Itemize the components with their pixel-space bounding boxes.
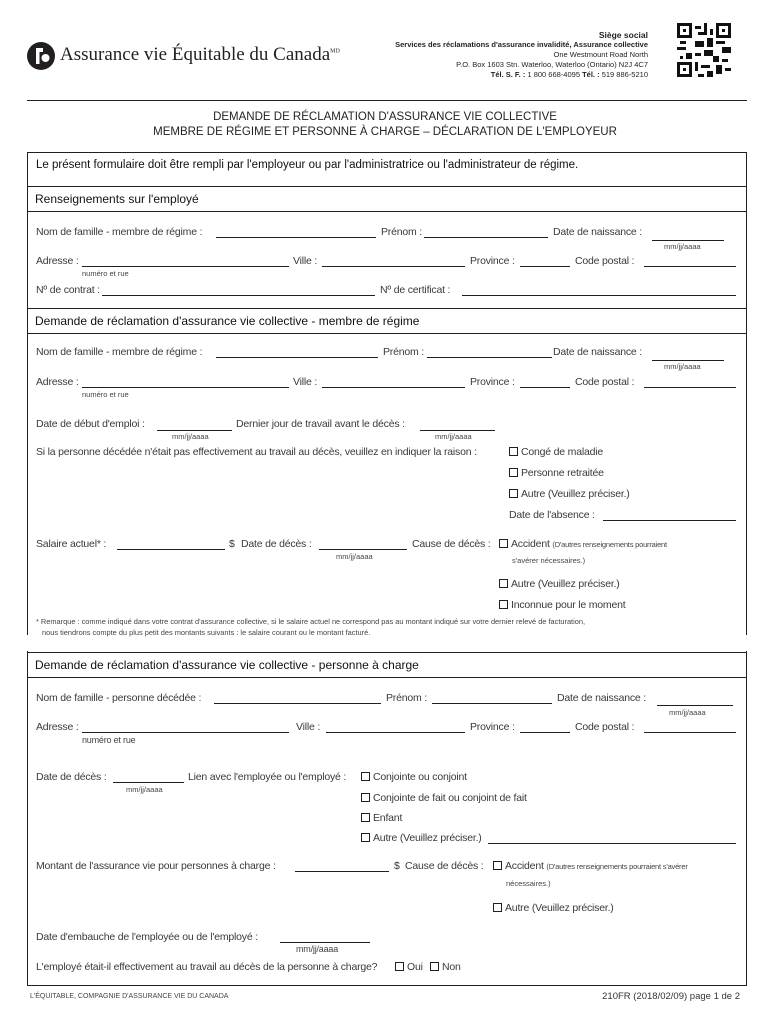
s2-province-field[interactable] [520,387,570,388]
s1-adresse-label: Adresse : [36,255,79,267]
s2-date-deces-label: Date de décès : [241,538,312,550]
s3-autre-option[interactable]: Autre (Veuillez préciser.) [361,832,482,844]
company-logo [26,41,56,71]
s3-prenom-field[interactable] [432,703,552,704]
s1-numrue-hint: numéro et rue [82,269,129,278]
s3-accident-checkbox[interactable] [493,861,502,870]
office-addr1: One Westmount Road North [553,50,648,59]
s2-absence-field[interactable] [603,520,736,521]
s3-date-deces-label: Date de décès : [36,771,107,783]
s3-embauche-field[interactable] [280,942,370,943]
s1-dob-format: mm/jj/aaaa [664,242,701,251]
s2-debut-format: mm/jj/aaaa [172,432,209,441]
s2-date-deces-field[interactable] [319,549,407,550]
company-name: Assurance vie Équitable du Canada$^{MD}$ [60,44,340,65]
s3-autre2-option[interactable]: Autre (Veuillez préciser.) [493,902,614,914]
s2-conge-checkbox[interactable] [509,447,518,456]
office-title: Siège social [598,30,648,40]
s2-remarque-line2: nous tiendrons compte du plus petit des montants suivants : le salaire courant ou le montant facturé. [42,628,371,637]
s2-province-label: Province : [470,376,515,388]
s1-ville-field[interactable] [322,266,465,267]
office-dept: Services des réclamations d'assurance invalidité, Assurance collective [395,40,648,49]
s2-inconnue-checkbox[interactable] [499,600,508,609]
footer-page: 210FR (2018/02/09) page 1 de 2 [602,991,740,1002]
section-dependant-heading: Demande de réclamation d'assurance vie collective - personne à charge [27,652,747,678]
s1-dob-field[interactable] [652,240,724,241]
form-frame-top [27,152,747,635]
s3-adresse-label: Adresse : [36,721,79,733]
s2-salaire-field[interactable] [117,549,225,550]
s2-debut-field[interactable] [157,430,232,431]
s2-autre2-option[interactable]: Autre (Veuillez préciser.) [499,578,620,590]
s3-numrue-hint: numéro et rue [82,735,136,745]
s2-accident-note2: s'avérer nécessaires.) [512,556,586,565]
title-line2: MEMBRE DE RÉGIME ET PERSONNE À CHARGE – DÉCLARATION DE L'EMPLOYEUR [153,126,617,138]
s3-conjointe-fait-option[interactable]: Conjointe de fait ou conjoint de fait [361,792,527,804]
s3-accident-option[interactable]: Accident (D'autres renseignements pourraient s'avérer [493,860,688,872]
s2-numrue-hint: numéro et rue [82,390,129,399]
s1-certificat-label: Nº de certificat : [380,284,451,296]
s2-adresse-label: Adresse : [36,376,79,388]
s2-dob-format: mm/jj/aaaa [664,362,701,371]
office-block [395,30,648,80]
s2-raison-label: Si la personne décédée n'était pas effectivement au travail au décès, veuillez en indiquer la raison : [36,446,477,458]
s2-dernier-format: mm/jj/aaaa [435,432,472,441]
footer-company: L'ÉQUITABLE, COMPAGNIE D'ASSURANCE VIE DU CANADA [30,993,229,1000]
s1-nom-field[interactable] [216,237,376,238]
section-employee-heading: Renseignements sur l'employé [27,186,747,212]
s2-dernier-field[interactable] [420,430,495,431]
s2-remarque-line1: * Remarque : comme indiqué dans votre contrat d'assurance collective, si le salaire actuel ne correspond pas au montant indiqué sur votre dernier relevé de facturation, [36,617,586,626]
s2-debut-label: Date de début d'emploi : [36,418,145,430]
s1-prenom-field[interactable] [424,237,548,238]
s2-prenom-label: Prénom : [383,346,424,358]
s2-dollar: $ [229,538,235,550]
title-line1: DEMANDE DE RÉCLAMATION D'ASSURANCE VIE COLLECTIVE [213,111,557,123]
s3-cause-label: Cause de décès : [405,860,484,872]
s1-ville-label: Ville : [293,255,318,267]
form-bottom-rule [27,985,747,986]
s3-conjointe-fait-checkbox[interactable] [361,793,370,802]
s2-absence-label: Date de l'absence : [509,509,595,521]
s3-code-field[interactable] [644,732,736,733]
s2-dob-label: Date de naissance : [553,346,643,358]
qr-code [677,23,731,77]
s3-autre-checkbox[interactable] [361,833,370,842]
s3-oui-checkbox[interactable] [395,962,404,971]
s3-ville-field[interactable] [326,732,465,733]
s3-conjointe-checkbox[interactable] [361,772,370,781]
s2-retraitee-checkbox[interactable] [509,468,518,477]
s2-ville-label: Ville : [293,376,318,388]
s3-code-label: Code postal : [575,721,635,733]
s2-dernier-label: Dernier jour de travail avant le décès : [236,418,405,430]
s2-code-label: Code postal : [575,376,635,388]
s3-autre2-checkbox[interactable] [493,903,502,912]
s1-prenom-label: Prénom : [381,226,422,238]
s3-conjointe-option[interactable]: Conjointe ou conjoint [361,771,467,783]
s3-embauche-label: Date d'embauche de l'employée ou de l'employé : [36,931,258,943]
s3-enfant-checkbox[interactable] [361,813,370,822]
s3-date-deces-format: mm/jj/aaaa [126,785,163,794]
s1-province-field[interactable] [520,266,570,267]
s3-travail-label: L'employé était-il effectivement au travail au décès de la personne à charge? [36,961,378,973]
s1-code-field[interactable] [644,266,736,267]
s2-code-field[interactable] [644,387,736,388]
s3-non-checkbox[interactable] [430,962,439,971]
s3-dollar: $ [394,860,400,872]
s2-dob-field[interactable] [652,360,724,361]
s1-code-label: Code postal : [575,255,635,267]
s3-nom-field[interactable] [214,703,381,704]
s2-ville-field[interactable] [322,387,465,388]
s3-dob-label: Date de naissance : [557,692,647,704]
office-addr2: P.O. Box 1603 Stn. Waterloo, Waterloo (Ontario) N2J 4C7 [456,60,648,69]
form-title [0,110,770,140]
s2-prenom-field[interactable] [427,357,552,358]
s3-enfant-option[interactable]: Enfant [361,812,402,824]
s2-conge-option[interactable]: Congé de maladie [509,446,603,458]
s2-nom-field[interactable] [216,357,378,358]
s3-ville-label: Ville : [296,721,321,733]
s3-dob-format: mm/jj/aaaa [669,708,706,717]
s1-certificat-field[interactable] [462,295,736,296]
s3-province-label: Province : [470,721,515,733]
s2-adresse-field[interactable] [82,387,289,388]
s2-inconnue-option[interactable]: Inconnue pour le moment [499,599,625,611]
s3-embauche-format: mm/jj/aaaa [296,944,339,954]
office-phones: Tél. S. F. : 1 800 668-4095 Tél. : 519 886-5210 [490,70,648,79]
s3-dob-field[interactable] [657,705,733,706]
s2-autre-option[interactable]: Autre (Veuillez préciser.) [509,488,630,500]
s1-province-label: Province : [470,255,515,267]
section-member-heading: Demande de réclamation d'assurance vie collective - membre de régime [27,308,747,334]
s2-autre-checkbox[interactable] [509,489,518,498]
s2-date-deces-format: mm/jj/aaaa [336,552,373,561]
s1-adresse-field[interactable] [82,266,289,267]
s3-province-field[interactable] [520,732,570,733]
s3-montant-field[interactable] [295,871,389,872]
s3-non-option[interactable]: Non [430,961,461,973]
s1-contrat-label: Nº de contrat : [36,284,100,296]
header-rule [27,100,747,101]
s3-autre-field[interactable] [488,843,736,844]
s2-accident-option[interactable]: Accident (D'autres renseignements pourraient [499,538,667,550]
s3-adresse-field[interactable] [82,732,289,733]
s1-contrat-field[interactable] [102,295,375,296]
s1-nom-label: Nom de famille - membre de régime : [36,226,203,238]
s3-lien-label: Lien avec l'employée ou l'employé : [188,771,347,783]
s3-nom-label: Nom de famille - personne décédée : [36,692,202,704]
s1-dob-label: Date de naissance : [553,226,643,238]
s3-montant-label: Montant de l'assurance vie pour personnes à charge : [36,860,276,872]
s2-accident-checkbox[interactable] [499,539,508,548]
intro-text: Le présent formulaire doit être rempli par l'employeur ou par l'administratrice ou l'administrateur de régime. [36,159,579,171]
s3-oui-option[interactable]: Oui [395,961,423,973]
s2-nom-label: Nom de famille - membre de régime : [36,346,203,358]
s2-salaire-label: Salaire actuel* : [36,538,107,550]
s3-accident-note2: nécessaires.) [506,879,551,888]
s3-prenom-label: Prénom : [386,692,427,704]
s2-autre2-checkbox[interactable] [499,579,508,588]
s2-cause-label: Cause de décès : [412,538,491,550]
s3-date-deces-field[interactable] [113,782,184,783]
s2-retraitee-option[interactable]: Personne retraitée [509,467,604,479]
